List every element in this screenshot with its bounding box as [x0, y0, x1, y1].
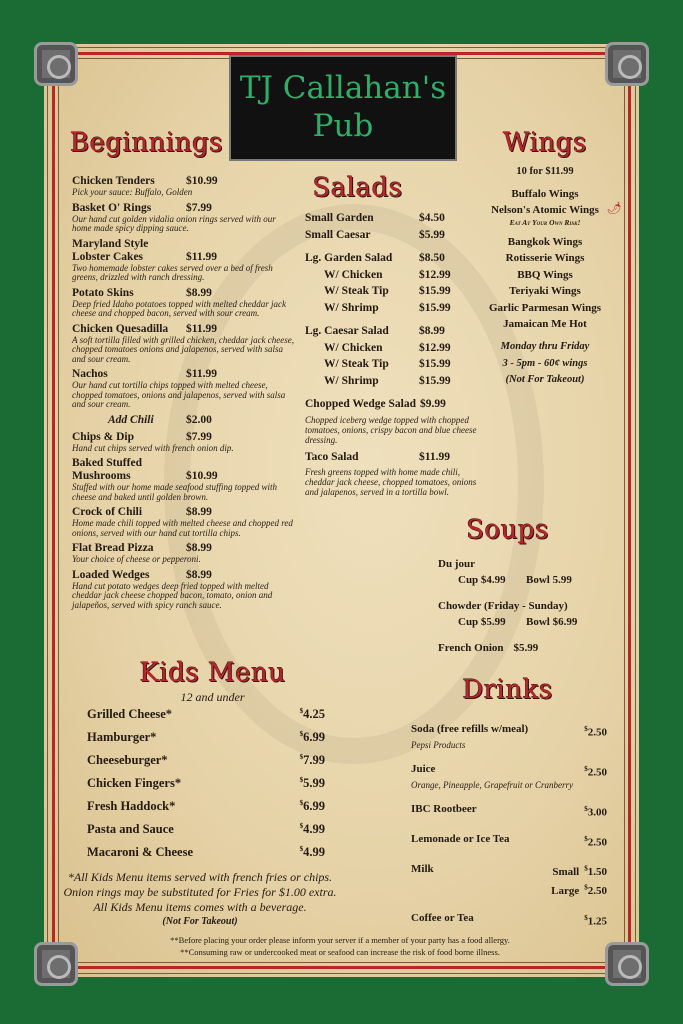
drink-price: [300, 822, 325, 845]
item-price: $11.99: [186, 250, 217, 263]
item-price: $8.99: [186, 506, 212, 518]
item-row: [305, 252, 485, 269]
item-price: $12.99: [419, 341, 451, 354]
currency-symbol: $: [584, 864, 588, 873]
kids-item: [87, 776, 325, 799]
drink-item: [411, 862, 607, 899]
soup-item: [438, 556, 608, 588]
soup-item: [438, 640, 608, 656]
soup-name: Chowder (Friday - Sunday): [438, 600, 568, 612]
currency-symbol: $: [299, 753, 304, 761]
drinks-section: [411, 722, 607, 941]
item-row: [305, 398, 485, 415]
drink-item: [411, 762, 607, 790]
item-row: [305, 269, 485, 286]
item-description: Our hand cut golden vidalia onion rings served with our home made spicy dipping sauce.: [72, 213, 276, 233]
item-name: Basket O' Rings: [72, 201, 152, 214]
item-description: Hand cut chips served with french onion dip.: [72, 442, 234, 453]
item-row: [305, 358, 485, 375]
item-description: Your choice of cheese or pepperoni.: [72, 554, 201, 564]
salad-item: [305, 302, 485, 319]
currency-symbol: $: [299, 845, 304, 853]
drink-row: [411, 911, 607, 929]
drink-price: [584, 802, 607, 820]
size-row: [551, 862, 607, 881]
item-name: Pasta and Sauce: [87, 822, 174, 836]
item-price: $9.99: [420, 398, 446, 410]
item-price: $12.99: [419, 268, 451, 281]
currency-symbol: $: [584, 913, 588, 922]
item-name: W/ Steak Tip: [324, 285, 389, 297]
wing-flavor: Teriyaki Wings: [509, 285, 581, 298]
price-value: 2.50: [587, 726, 607, 739]
item-description: Two homemade lobster cakes served over a bed of fresh greens, drizzled with ranch dressing.: [72, 262, 273, 282]
drink-price: [584, 911, 607, 929]
item-name: Potato Skins: [72, 286, 134, 299]
menu-item: [72, 175, 297, 198]
item-name: Small Garden: [305, 212, 374, 224]
wing-flavor: Bangkok Wings: [507, 236, 583, 248]
drink-name: Coffee or Tea: [411, 911, 474, 924]
item-name: Chicken Quesadilla: [72, 322, 169, 335]
item-name: Chicken Tenders: [72, 175, 155, 187]
kids-note: *All Kids Menu items served with french fries or chips.: [67, 870, 333, 884]
item-price: $10.99: [186, 470, 218, 482]
salad-item: [305, 325, 485, 342]
pub-title: [229, 55, 457, 161]
drink-row: [411, 722, 607, 740]
kids-section: [87, 707, 325, 868]
drink-name: Milk: [411, 862, 434, 875]
item-row: [305, 375, 485, 392]
size-label: Large: [551, 884, 580, 897]
item-row: [305, 302, 485, 319]
drink-row: [411, 762, 607, 780]
salad-item: [305, 212, 485, 229]
celtic-corner-icon: [605, 42, 649, 86]
drink-name: Lemonade or Ice Tea: [411, 832, 510, 845]
currency-symbol: $: [584, 725, 588, 733]
item-price: $11.99: [186, 322, 217, 335]
item-description: A soft tortilla filled with grilled chicken, cheddar jack cheese, chopped tomatoes onions and jalapenos, served with salsa and sour cream.: [72, 334, 295, 364]
drink-item: [411, 722, 607, 750]
menu-item: [72, 323, 297, 365]
wing-flavor: Buffalo Wings: [511, 188, 579, 200]
wings-warning: Eat At Your Own Risk!: [509, 218, 581, 227]
item-row: [72, 414, 297, 427]
item-price: $11.99: [419, 450, 450, 463]
drinks-heading: Drinks: [462, 675, 553, 705]
kids-item: [87, 753, 325, 776]
item-name: Lg. Garden Salad: [305, 252, 393, 264]
item-name: Lobster Cakes: [72, 250, 144, 263]
pepper-icon: 🌶: [606, 201, 622, 215]
wings-section: [480, 166, 622, 389]
kids-item: [87, 707, 325, 730]
item-price: $4.50: [419, 212, 445, 224]
currency-symbol: $: [299, 776, 304, 784]
price-value: 6.99: [303, 799, 325, 814]
price-value: 5.99: [303, 776, 325, 791]
drink-price: [300, 753, 325, 776]
menu-item: [72, 414, 297, 427]
salads-section: [305, 212, 485, 497]
item-name: Loaded Wedges: [72, 568, 150, 581]
wing-flavor: Nelson's Atomic Wings: [491, 204, 599, 216]
kids-item: [87, 730, 325, 753]
item-description: Pick your sauce: Buffalo, Golden: [72, 187, 193, 197]
soup-price: $5.99: [513, 642, 539, 654]
drink-row: [411, 832, 607, 850]
item-name: Crock of Chili: [72, 506, 143, 518]
item-name: Chicken Fingers*: [87, 776, 182, 790]
item-row: [72, 287, 297, 300]
item-row: [305, 451, 485, 468]
drink-row: [411, 862, 607, 899]
price-value: 3.00: [587, 806, 607, 819]
title-text: TJ Callahan's Pub: [239, 70, 447, 144]
drink-price: [584, 866, 607, 878]
item-price: $10.99: [186, 175, 218, 187]
cup-price: Cup $4.99: [458, 574, 506, 586]
menu-item: [72, 542, 297, 565]
item-name: W/ Shrimp: [324, 374, 379, 387]
item-row: [305, 285, 485, 302]
item-name: Taco Salad: [305, 450, 359, 463]
footer-note: **Consuming raw or undercooked meat or seafood can increase the risk of food borne illness.: [180, 947, 500, 957]
item-name: W/ Chicken: [324, 341, 383, 354]
cup-price: Cup $5.99: [458, 616, 506, 628]
currency-symbol: $: [299, 707, 304, 715]
salad-item: [305, 342, 485, 359]
kids-heading: Kids Menu: [139, 658, 286, 688]
item-description: Hand cut potato wedges deep fried topped with melted cheddar jack cheese chopped bacon, tomato, onion and jalapeños, served with spicy ranch sauce.: [72, 580, 273, 610]
salad-item: [305, 285, 485, 302]
item-name: Chips & Dip: [72, 430, 134, 443]
item-price: $15.99: [419, 301, 451, 314]
wings-special: [480, 339, 610, 389]
price-value: 2.50: [587, 766, 607, 779]
bowl-price: Bowl 5.99: [526, 574, 572, 586]
item-price: $8.99: [186, 542, 212, 554]
item-name: Flat Bread Pizza: [72, 542, 154, 554]
beginnings-section: [72, 175, 297, 614]
beginnings-heading: Beginnings: [70, 128, 223, 158]
menu-item: [72, 457, 297, 502]
item-price: $8.99: [186, 568, 212, 581]
soup-prices: [438, 572, 608, 588]
drink-item: [411, 832, 607, 850]
drink-price: [584, 885, 607, 897]
milk-sizes: [551, 862, 607, 899]
item-price: $15.99: [419, 374, 451, 387]
menu-item: [72, 287, 297, 319]
item-name: Mushrooms: [72, 470, 131, 482]
drink-row: [411, 802, 607, 820]
kids-note: Onion rings may be substituted for Fries for $1.00 extra.: [63, 885, 337, 899]
menu-item: [72, 431, 297, 454]
salad-item: [305, 269, 485, 286]
price-value: 2.50: [587, 884, 607, 897]
item-row: [72, 323, 297, 336]
item-name: Lg. Caesar Salad: [305, 325, 389, 337]
item-name: W/ Shrimp: [324, 301, 379, 314]
price-value: 1.25: [587, 915, 607, 928]
drink-item: [411, 802, 607, 820]
soup-prices: [438, 614, 608, 630]
wing-flavor: BBQ Wings: [517, 268, 573, 281]
soups-heading: Soups: [466, 515, 549, 545]
drink-name: Juice: [411, 763, 436, 776]
drink-price: [300, 776, 325, 799]
item-description: Our hand cut tortilla chips topped with melted cheese, chopped tomatoes, onions and jalapenos, served with salsa and sour cream.: [72, 380, 286, 409]
price-value: 2.50: [587, 836, 607, 849]
special-line: 3 - 5pm - 60¢ wings: [502, 357, 588, 369]
kids-note: All Kids Menu items comes with a beverage.: [93, 900, 307, 914]
item-price: $7.99: [186, 430, 212, 443]
item-price: $8.99: [419, 325, 445, 337]
menu-item: [72, 506, 297, 538]
item-price: $15.99: [419, 358, 451, 370]
item-row: [72, 202, 297, 215]
item-description: Deep fried Idaho potatoes topped with melted cheddar jack cheese and chopped bacon, served with sour cream.: [72, 298, 286, 318]
kids-takeout: (Not For Takeout): [162, 916, 238, 927]
bowl-price: Bowl $6.99: [526, 616, 578, 628]
menu-item: [72, 202, 297, 234]
wings-deal: 10 for $11.99: [516, 166, 574, 177]
item-price: $8.50: [419, 252, 445, 264]
item-name-prefix: Baked Stuffed: [72, 457, 142, 469]
kids-item: [87, 822, 325, 845]
wings-heading: Wings: [503, 128, 587, 158]
kids-notes: [38, 870, 362, 929]
drink-name: Soda (free refills w/meal): [411, 723, 529, 735]
item-name-prefix: Maryland Style: [72, 237, 149, 250]
footer-note: **Before placing your order please inform your server if a member of your party has a food allergy.: [170, 935, 510, 945]
allergy-footer: [60, 934, 620, 958]
addon-label: Add Chili: [108, 413, 154, 426]
item-name: Fresh Haddock*: [87, 799, 176, 813]
currency-symbol: $: [584, 883, 588, 892]
salad-item: [305, 252, 485, 269]
price-value: 4.25: [303, 707, 325, 722]
item-price: $15.99: [419, 285, 451, 297]
currency-symbol: $: [584, 834, 588, 843]
item-description: Chopped iceberg wedge topped with chopped tomatoes, onions, crispy bacon and blue cheese dressing.: [305, 414, 477, 445]
item-name: Chopped Wedge Salad: [305, 398, 416, 410]
item-price: $5.99: [419, 228, 445, 241]
currency-symbol: $: [299, 799, 304, 807]
item-description: Fresh greens topped with home made chili, cheddar jack cheese, chopped tomatoes, onions and jalapenos, served in a tortilla bowl.: [305, 467, 477, 497]
item-row: [305, 342, 485, 359]
price-value: 7.99: [303, 753, 325, 768]
item-row: [305, 325, 485, 342]
item-name: W/ Chicken: [324, 268, 383, 281]
menu-item: [72, 368, 297, 410]
salad-item: [305, 398, 485, 445]
salad-item: [305, 451, 485, 498]
drink-price: [584, 722, 607, 740]
soups-section: [438, 556, 608, 666]
price-value: 4.99: [303, 822, 325, 837]
wing-flavor: Rotisserie Wings: [505, 252, 585, 265]
price-value: 4.99: [303, 845, 325, 860]
item-row: [72, 431, 297, 444]
item-description: Stuffed with our home made seafood stuffing topped with cheese and baked until golden brown.: [72, 482, 277, 502]
soup-row: [438, 640, 608, 656]
item-price: $2.00: [186, 413, 212, 426]
currency-symbol: $: [299, 822, 304, 830]
drink-price: [300, 799, 325, 822]
drink-price: [300, 730, 325, 753]
drink-name: IBC Rootbeer: [411, 803, 477, 816]
currency-symbol: $: [584, 805, 588, 814]
drink-price: [300, 845, 325, 868]
salads-heading: Salads: [312, 173, 403, 203]
kids-item: [87, 799, 325, 822]
soup-name: French Onion: [438, 642, 504, 654]
item-name: Hamburger*: [87, 730, 157, 744]
item-description: Home made chili topped with melted cheese and chopped red onions, served with our hand cut tortilla chips.: [72, 518, 293, 538]
item-name: Small Caesar: [305, 228, 371, 241]
item-name: Macaroni & Cheese: [87, 845, 193, 859]
menu-item: [72, 238, 297, 283]
salad-item: [305, 358, 485, 375]
currency-symbol: $: [299, 730, 304, 738]
price-value: 6.99: [303, 730, 325, 745]
item-row: [72, 569, 297, 582]
salad-item: [305, 229, 485, 246]
price-value: 1.50: [587, 866, 607, 879]
soup-name: Du jour: [438, 558, 475, 570]
item-row: [305, 229, 485, 246]
drink-price: [584, 762, 607, 780]
wing-flavor: Garlic Parmesan Wings: [488, 301, 602, 314]
item-name: Nachos: [72, 368, 108, 380]
item-price: $7.99: [186, 201, 212, 214]
size-label: Small: [552, 866, 580, 879]
item-row: [305, 212, 485, 229]
salad-item: [305, 375, 485, 392]
celtic-corner-icon: [34, 42, 78, 86]
drink-description: Orange, Pineapple, Grapefruit or Cranberry: [411, 779, 573, 790]
item-name: Grilled Cheese*: [87, 707, 173, 721]
item-name: Cheeseburger*: [87, 753, 168, 767]
special-line: (Not For Takeout): [505, 374, 585, 386]
kids-item: [87, 845, 325, 868]
item-name: W/ Steak Tip: [324, 358, 389, 370]
item-price: $11.99: [186, 368, 217, 380]
currency-symbol: $: [584, 765, 588, 774]
wing-flavor: Jamaican Me Hot: [503, 318, 587, 331]
item-price: $8.99: [186, 286, 212, 299]
drink-description: Pepsi Products: [411, 739, 466, 750]
special-line: Monday thru Friday: [500, 341, 590, 353]
drink-item: [411, 911, 607, 929]
size-row: [551, 880, 607, 899]
kids-subtitle: 12 and under: [180, 690, 245, 704]
menu-item: [72, 569, 297, 611]
drink-price: [584, 832, 607, 850]
item-row: [72, 251, 297, 264]
soup-item: [438, 598, 608, 630]
drink-price: [300, 707, 325, 730]
